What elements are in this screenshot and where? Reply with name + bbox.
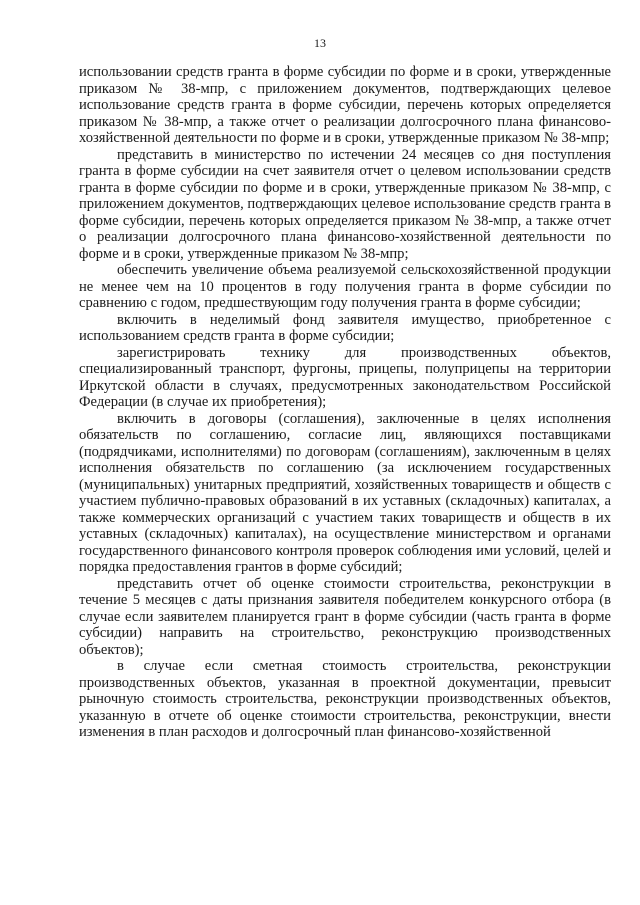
paragraph: обеспечить увеличение объема реализуемой сельскохозяйственной продукции не менее чем на 10 процентов в году получения гранта в форме субсидии по сравнению с годом, предшествующим году получения гранта в форме субсидии; — [79, 262, 611, 311]
paragraph: включить в неделимый фонд заявителя имущество, приобретенное с использованием средств гранта в форме субсидии; — [79, 311, 611, 344]
page-number: 13 — [314, 36, 326, 50]
paragraph: представить отчет об оценке стоимости строительства, реконструкции в течение 5 месяцев с даты признания заявителя победителем конкурсного отбора (в случае если заявителем планируется грант в форме субсидии (часть гранта в форме субсидии) направить на строительство, реконструкцию производственных объектов); — [79, 575, 611, 658]
paragraph: в случае если сметная стоимость строительства, реконструкции производственных объектов, указанная в проектной документации, превысит рыночную стоимость строительства, реконструкции производственных объектов, указанную в отчете об оценке стоимости строительства, реконструкции, внести изменения в план расходов и долгосрочный план финансово-хозяйственной — [79, 658, 611, 740]
paragraph: включить в договоры (соглашения), заключенные в целях исполнения обязательств по соглашению, согласие лиц, являющихся поставщиками (подрядчиками, исполнителями) по договорам (соглашениям), заключенным в целях исполнения обязательств по соглашению (за исключением государственных (муниципальных) унитарных предприятий, хозяйственных товариществ и обществ с участием публично-правовых образований в их уставных (складочных) капиталах, а также коммерческих организаций с участием таких товариществ и обществ в их уставных (складочных) капиталах), на осуществление министерством и органами государственного финансового контроля проверок соблюдения ими условий, целей и порядка предоставления грантов в форме субсидий; — [79, 410, 611, 575]
paragraph: зарегистрировать технику для производственных объектов, специализированный транспорт, фургоны, прицепы, полуприцепы на территории Иркутской области в случаях, предусмотренных законодательством Российской Федерации (в случае их приобретения); — [79, 344, 611, 410]
document-body — [79, 64, 611, 741]
paragraph: представить в министерство по истечении 24 месяцев со дня поступления гранта в форме субсидии на счет заявителя отчет о целевом использовании средств гранта в форме субсидии по форме и в сроки, утвержденные приказом № 38-мпр, с приложением документов, подтверждающих целевое использование средств гранта в форме субсидии, перечень которых определяется приказом № 38-мпр, а также отчет о реализации долгосрочного плана финансово-хозяйственной деятельности по форме и в сроки, утвержденные приказом № 38-мпр; — [79, 146, 611, 262]
paragraph: использовании средств гранта в форме субсидии по форме и в сроки, утвержденные приказом № 38-мпр, с приложением документов, подтверждающих целевое использование средств гранта в форме субсидии, перечень которых определяется приказом № 38-мпр, а также отчет о реализации долгосрочного плана финансово-хозяйственной деятельности по форме и в сроки, утвержденные приказом № 38-мпр; — [79, 64, 611, 146]
